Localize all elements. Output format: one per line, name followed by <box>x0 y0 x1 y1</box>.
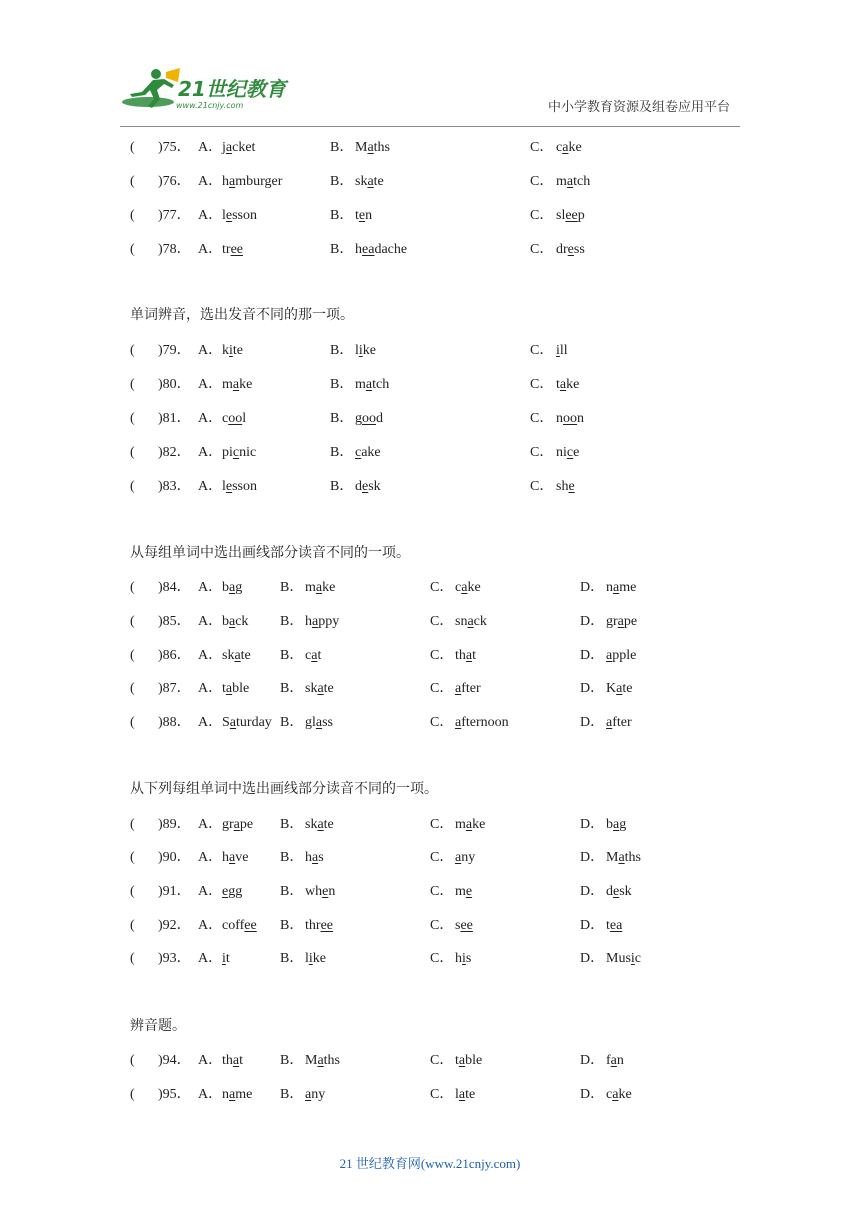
option-word: when <box>305 884 336 899</box>
answer-blank[interactable]: ( <box>130 648 135 663</box>
section-instruction: 从下列每组单词中选出画线部分读音不同的一项。 <box>130 782 438 797</box>
question-row <box>0 881 860 903</box>
option-word: Saturday <box>222 715 272 730</box>
underlined-letters: a <box>225 140 233 155</box>
option-letter: C． <box>430 1053 454 1068</box>
answer-blank[interactable]: ( <box>130 681 135 696</box>
question-number: )95． <box>158 1087 191 1102</box>
question-number: )80． <box>158 377 191 392</box>
option-letter: B． <box>280 681 304 696</box>
option-letter: D． <box>580 614 605 629</box>
underlined-letters: a <box>458 1087 466 1102</box>
option-word: coffee <box>222 918 257 933</box>
option-letter: C． <box>430 1087 454 1102</box>
option-letter: D． <box>580 850 605 865</box>
option-letter: B． <box>280 648 304 663</box>
option-word: his <box>455 951 472 966</box>
option-word: she <box>556 479 575 494</box>
underlined-letters: a <box>229 1087 236 1102</box>
option-letter: C． <box>530 174 554 189</box>
option-letter: B． <box>330 242 354 257</box>
question-row <box>0 239 860 261</box>
option-word: back <box>222 614 249 629</box>
underlined-letters: a <box>465 648 473 663</box>
option-letter: A． <box>198 648 223 663</box>
option-letter: A． <box>198 884 223 899</box>
underlined-letters: a <box>618 850 625 865</box>
option-letter: B． <box>330 174 354 189</box>
underlined-letters: a <box>461 580 468 595</box>
underlined-letters: a <box>610 1053 617 1068</box>
answer-blank[interactable]: ( <box>130 614 135 629</box>
question-number: )77． <box>158 208 191 223</box>
answer-blank[interactable]: ( <box>130 208 135 223</box>
option-word: bag <box>606 817 627 832</box>
underlined-letters: a <box>606 648 613 663</box>
option-word: desk <box>355 479 381 494</box>
option-word: snack <box>455 614 487 629</box>
option-letter: D． <box>580 715 605 730</box>
question-row <box>0 847 860 869</box>
answer-blank[interactable]: ( <box>130 445 135 460</box>
underlined-letters: i <box>630 951 635 966</box>
option-letter: C． <box>530 343 554 358</box>
option-word: that <box>455 648 476 663</box>
section-instruction: 辨音题。 <box>130 1019 186 1034</box>
option-word: dress <box>556 242 585 257</box>
question-row <box>0 408 860 430</box>
option-letter: A． <box>198 850 223 865</box>
option-word: skate <box>305 681 334 696</box>
option-word: lesson <box>222 208 258 223</box>
underlined-letters: e <box>225 208 233 223</box>
underlined-letters: a <box>367 174 374 189</box>
option-word: make <box>305 580 336 595</box>
option-word: bag <box>222 580 243 595</box>
option-word: cat <box>305 648 322 663</box>
option-letter: A． <box>198 445 223 460</box>
option-word: picnic <box>222 445 257 460</box>
question-row <box>0 340 860 362</box>
underlined-letters: a <box>233 817 240 832</box>
question-row <box>0 678 860 700</box>
question-number: )86． <box>158 648 191 663</box>
option-letter: A． <box>198 580 223 595</box>
option-word: after <box>455 681 481 696</box>
answer-blank[interactable]: ( <box>130 850 135 865</box>
option-letter: C． <box>530 208 554 223</box>
option-word: skate <box>305 817 334 832</box>
underlined-letters: i <box>229 343 233 358</box>
underlined-letters: i <box>222 951 226 966</box>
option-letter: B． <box>280 1053 304 1068</box>
question-number: )82． <box>158 445 191 460</box>
question-row <box>0 205 860 227</box>
underlined-letters: a <box>312 850 319 865</box>
option-letter: C． <box>430 918 454 933</box>
answer-blank[interactable]: ( <box>130 242 135 257</box>
option-word: skate <box>222 648 251 663</box>
underlined-letters: a <box>232 1053 240 1068</box>
answer-blank[interactable]: ( <box>130 918 135 933</box>
underlined-letters: a <box>312 614 319 629</box>
option-word: Maths <box>355 140 391 155</box>
option-letter: A． <box>198 411 223 426</box>
underlined-letters: a <box>311 648 318 663</box>
option-letter: B． <box>330 140 354 155</box>
question-number: )81． <box>158 411 191 426</box>
option-letter: B． <box>330 479 354 494</box>
question-row <box>0 611 860 633</box>
option-word: jacket <box>222 140 256 155</box>
underlined-letters: a <box>455 850 462 865</box>
option-letter: C． <box>430 580 454 595</box>
question-row <box>0 577 860 599</box>
platform-title: 中小学教育资源及组卷应用平台 <box>547 99 730 114</box>
underlined-letters: a <box>467 614 474 629</box>
option-word: like <box>305 951 326 966</box>
option-word: good <box>355 411 383 426</box>
option-word: see <box>455 918 473 933</box>
underlined-letters: e <box>568 479 575 494</box>
option-letter: B． <box>280 951 304 966</box>
option-word: tree <box>222 242 243 257</box>
option-letter: C． <box>430 884 454 899</box>
option-word: take <box>556 377 580 392</box>
underlined-letters: ee <box>460 918 473 933</box>
underlined-letters: a <box>458 1053 466 1068</box>
answer-blank[interactable]: ( <box>130 411 135 426</box>
option-word: nice <box>556 445 580 460</box>
option-word: like <box>355 343 376 358</box>
underlined-letters: a <box>455 715 462 730</box>
question-number: )88． <box>158 715 191 730</box>
option-letter: B． <box>330 208 354 223</box>
option-word: headache <box>355 242 408 257</box>
option-word: cake <box>355 445 381 460</box>
option-letter: A． <box>198 614 223 629</box>
underlined-letters: a <box>229 174 236 189</box>
question-number: )87． <box>158 681 191 696</box>
question-number: )90． <box>158 850 191 865</box>
option-word: table <box>455 1053 483 1068</box>
option-word: cool <box>222 411 247 426</box>
underlined-letters: oo <box>563 411 577 426</box>
option-letter: C． <box>430 951 454 966</box>
option-letter: B． <box>330 445 354 460</box>
option-letter: B． <box>330 377 354 392</box>
underlined-letters: a <box>315 715 323 730</box>
option-letter: A． <box>198 918 223 933</box>
option-word: egg <box>222 884 243 899</box>
answer-blank[interactable]: ( <box>130 715 135 730</box>
option-word: match <box>355 377 390 392</box>
option-letter: A． <box>198 1053 223 1068</box>
underlined-letters: ee <box>320 918 333 933</box>
answer-blank[interactable]: ( <box>130 377 135 392</box>
option-letter: C． <box>430 850 454 865</box>
option-word: cake <box>556 140 582 155</box>
question-number: )84． <box>158 580 191 595</box>
question-number: )76． <box>158 174 191 189</box>
option-word: cake <box>606 1087 632 1102</box>
underlined-letters: a <box>562 140 569 155</box>
underlined-letters: a <box>367 140 374 155</box>
option-word: after <box>606 715 632 730</box>
option-word: afternoon <box>455 715 509 730</box>
question-number: )92． <box>158 918 191 933</box>
option-word: sleep <box>556 208 585 223</box>
option-word: skate <box>355 174 384 189</box>
question-number: )91． <box>158 884 191 899</box>
option-word: apple <box>606 648 637 663</box>
option-word: hamburger <box>222 174 283 189</box>
option-letter: B． <box>280 884 304 899</box>
underlined-letters: a <box>465 817 473 832</box>
underlined-letters: a <box>617 614 624 629</box>
option-word: noon <box>556 411 584 426</box>
option-letter: C． <box>430 648 454 663</box>
underlined-letters: ee <box>230 242 243 257</box>
underlined-letters: e <box>358 208 366 223</box>
option-word: Maths <box>305 1053 341 1068</box>
option-letter: B． <box>280 918 304 933</box>
answer-blank[interactable]: ( <box>130 174 135 189</box>
option-letter: A． <box>198 242 223 257</box>
option-letter: A． <box>198 1087 223 1102</box>
underlined-letters: a <box>559 377 567 392</box>
option-word: have <box>222 850 249 865</box>
option-word: ten <box>355 208 373 223</box>
underlined-letters: i <box>358 343 363 358</box>
underlined-letters: e <box>225 479 233 494</box>
option-word: Music <box>606 951 642 966</box>
question-row <box>0 915 860 937</box>
option-letter: D． <box>580 884 605 899</box>
underlined-letters: a <box>613 817 620 832</box>
underlined-letters: a <box>566 174 574 189</box>
option-word: grape <box>222 817 254 832</box>
underlined-letters: ee <box>565 208 578 223</box>
question-number: )78． <box>158 242 191 257</box>
option-letter: B． <box>280 715 304 730</box>
option-letter: B． <box>330 411 354 426</box>
underlined-letters: a <box>616 681 623 696</box>
option-letter: D． <box>580 1053 605 1068</box>
underlined-letters: e <box>322 884 329 899</box>
question-number: )79． <box>158 343 191 358</box>
answer-blank[interactable]: ( <box>130 343 135 358</box>
option-word: tea <box>606 918 623 933</box>
underlined-letters: a <box>229 850 236 865</box>
underlined-letters: e <box>465 884 473 899</box>
question-number: )93． <box>158 951 191 966</box>
question-row <box>0 948 860 970</box>
option-letter: D． <box>580 1087 605 1102</box>
option-word: desk <box>606 884 632 899</box>
underlined-letters: a <box>606 715 613 730</box>
option-word: glass <box>305 715 334 730</box>
option-word: happy <box>305 614 340 629</box>
question-row <box>0 645 860 667</box>
question-row <box>0 1084 860 1106</box>
underlined-letters: a <box>317 817 324 832</box>
option-letter: C． <box>430 817 454 832</box>
underlined-letters: a <box>229 580 236 595</box>
option-letter: A． <box>198 343 223 358</box>
option-word: lesson <box>222 479 258 494</box>
underlined-letters: i <box>308 951 313 966</box>
option-letter: C． <box>530 411 554 426</box>
option-letter: A． <box>198 208 223 223</box>
underlined-letters: a <box>229 715 237 730</box>
underlined-letters: e <box>613 884 620 899</box>
underlined-letters: a <box>365 377 373 392</box>
option-letter: D． <box>580 918 605 933</box>
option-word: three <box>305 918 333 933</box>
underlined-letters: ea <box>609 918 623 933</box>
answer-blank[interactable]: ( <box>130 479 135 494</box>
option-word: any <box>455 850 476 865</box>
underlined-letters: ea <box>362 242 375 257</box>
option-letter: B． <box>280 1087 304 1102</box>
question-row <box>0 442 860 464</box>
option-word: grape <box>606 614 638 629</box>
question-number: )75． <box>158 140 191 155</box>
answer-blank[interactable]: ( <box>130 140 135 155</box>
option-letter: A． <box>198 479 223 494</box>
question-number: )89． <box>158 817 191 832</box>
underlined-letters: a <box>317 681 324 696</box>
underlined-letters: a <box>225 681 233 696</box>
option-word: match <box>556 174 591 189</box>
option-letter: C． <box>430 681 454 696</box>
section-instruction: 从每组单词中选出画线部分读音不同的一项。 <box>130 546 410 561</box>
question-row <box>0 476 860 498</box>
answer-blank[interactable]: ( <box>130 817 135 832</box>
logo-text: 21世纪教育 <box>178 77 286 101</box>
option-word: make <box>455 817 486 832</box>
option-letter: A． <box>198 951 223 966</box>
option-word: Maths <box>606 850 642 865</box>
question-row <box>0 374 860 396</box>
question-row <box>0 712 860 734</box>
option-letter: C． <box>430 715 454 730</box>
question-row <box>0 1050 860 1072</box>
option-word: any <box>305 1087 326 1102</box>
option-word: make <box>222 377 253 392</box>
option-letter: C． <box>530 445 554 460</box>
underlined-letters: a <box>613 580 620 595</box>
underlined-letters: a <box>232 377 240 392</box>
option-word: kite <box>222 343 243 358</box>
underlined-letters: i <box>462 951 466 966</box>
option-letter: C． <box>530 140 554 155</box>
question-row <box>0 814 860 836</box>
underlined-letters: c <box>355 445 362 460</box>
underlined-letters: a <box>612 1087 619 1102</box>
underlined-letters: a <box>229 614 236 629</box>
answer-blank[interactable]: ( <box>130 580 135 595</box>
underlined-letters: i <box>556 343 560 358</box>
option-word: name <box>606 580 637 595</box>
option-word: ill <box>556 343 568 358</box>
underlined-letters: a <box>315 580 323 595</box>
option-letter: A． <box>198 140 223 155</box>
answer-blank[interactable]: ( <box>130 1053 135 1068</box>
option-letter: D． <box>580 817 605 832</box>
underlined-letters: e <box>362 479 369 494</box>
option-letter: D． <box>580 648 605 663</box>
option-letter: D． <box>580 580 605 595</box>
underlined-letters: oo <box>362 411 376 426</box>
underlined-letters: oo <box>228 411 243 426</box>
option-letter: B． <box>280 580 304 595</box>
option-word: cake <box>455 580 481 595</box>
option-letter: A． <box>198 174 223 189</box>
underlined-letters: a <box>305 1087 312 1102</box>
question-row <box>0 171 860 193</box>
answer-blank[interactable]: ( <box>130 1087 135 1102</box>
option-word: has <box>305 850 324 865</box>
underlined-letters: c <box>566 445 574 460</box>
answer-blank[interactable]: ( <box>130 951 135 966</box>
underlined-letters: e <box>567 242 574 257</box>
option-word: late <box>455 1087 476 1102</box>
underlined-letters: ee <box>244 918 257 933</box>
option-letter: B． <box>280 817 304 832</box>
underlined-letters: a <box>455 681 462 696</box>
option-letter: C． <box>530 377 554 392</box>
underlined-letters: a <box>234 648 241 663</box>
option-word: Kate <box>606 681 633 696</box>
option-letter: B． <box>280 850 304 865</box>
question-number: )83． <box>158 479 191 494</box>
option-letter: C． <box>530 479 554 494</box>
option-word: that <box>222 1053 243 1068</box>
option-letter: A． <box>198 715 223 730</box>
option-word: it <box>222 951 230 966</box>
option-letter: C． <box>430 614 454 629</box>
question-number: )94． <box>158 1053 191 1068</box>
page-footer: 21 世纪教育网(www.21cnjy.com) <box>339 1156 521 1171</box>
option-letter: B． <box>330 343 354 358</box>
question-row <box>0 137 860 159</box>
option-letter: D． <box>580 951 605 966</box>
option-letter: D． <box>580 681 605 696</box>
underlined-letters: e <box>222 884 229 899</box>
option-word: name <box>222 1087 253 1102</box>
option-letter: A． <box>198 377 223 392</box>
option-word: table <box>222 681 250 696</box>
section-instruction: 单词辨音，选出发音不同的那一项。 <box>130 308 354 323</box>
option-word: fan <box>606 1053 624 1068</box>
underlined-letters: c <box>232 445 240 460</box>
question-number: )85． <box>158 614 191 629</box>
answer-blank[interactable]: ( <box>130 884 135 899</box>
option-letter: A． <box>198 681 223 696</box>
underlined-letters: a <box>317 1053 324 1068</box>
option-letter: C． <box>530 242 554 257</box>
option-letter: B． <box>280 614 304 629</box>
option-word: me <box>455 884 473 899</box>
logo-url: www.21cnjy.com <box>176 101 244 110</box>
option-letter: A． <box>198 817 223 832</box>
